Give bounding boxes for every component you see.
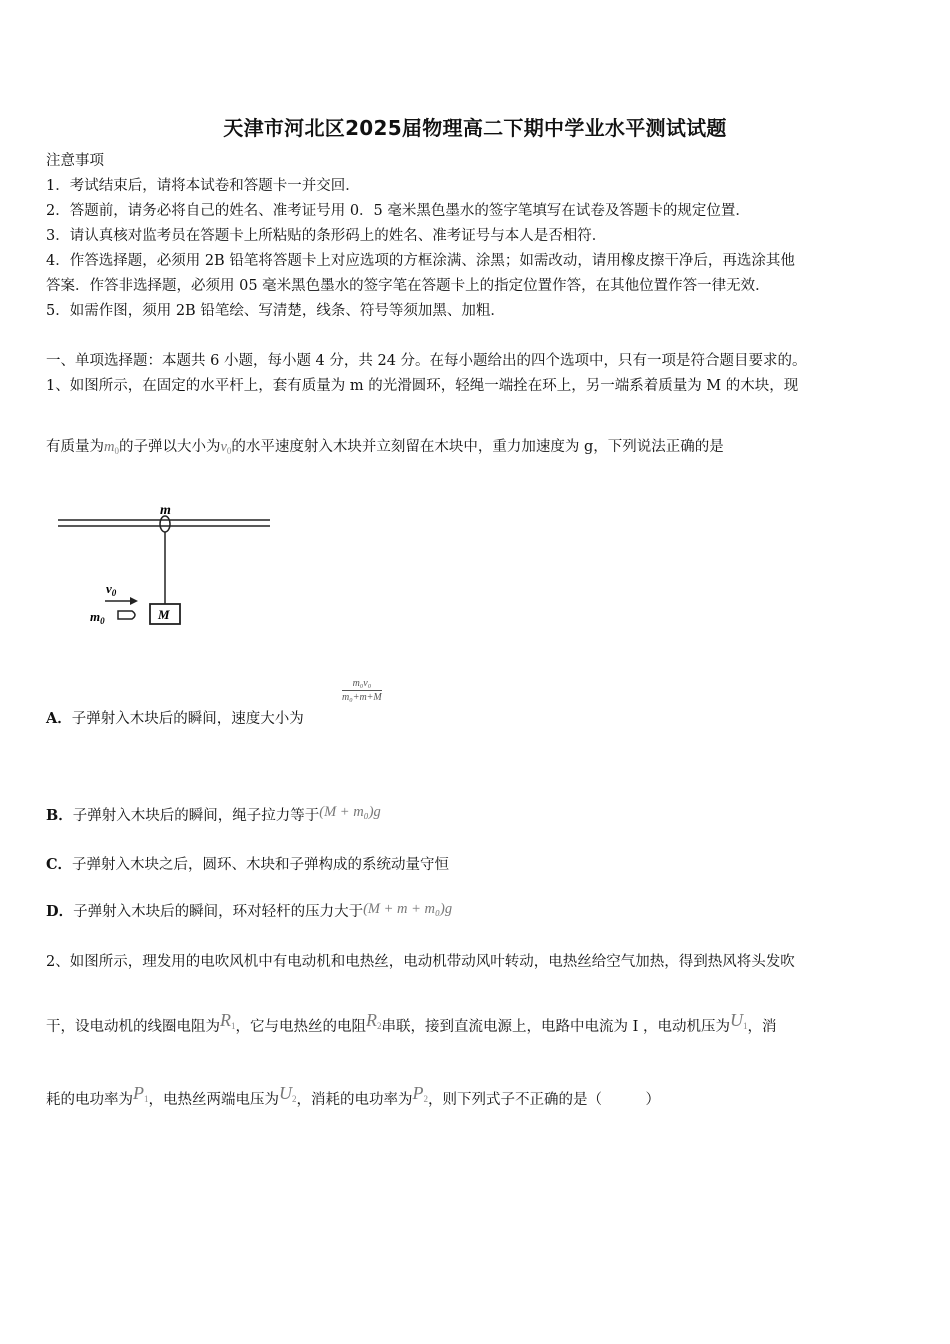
symbol-v0: $v_0$ [220,439,232,456]
bullet-icon [118,611,135,619]
option-c-text: 子弹射入木块之后，圆环、木块和子弹构成的系统动量守恒 [72,857,450,873]
notice-item-2: 2．答题前，请务必将自己的姓名、准考证号用 0．5 毫米黑色墨水的签字笔填写在试卷及答题卡的规定位置． [46,203,750,219]
option-a-fraction [342,678,382,703]
fraction-numerator: m₀v₀ [342,678,382,691]
velocity-label: $v_0$ [106,581,117,598]
fraction-denominator: m₀+m+M [342,692,382,703]
symbol-u2: U2 [279,1083,297,1104]
notice-item-4: 4．作答选择题，必须用 2B 铅笔将答题卡上对应选项的方框涂满、涂黑；如需改动，请用橡皮擦干净后，再选涂其他 [46,253,795,269]
option-b-formula: (M + m₀)g [319,804,381,820]
q1-stem-line2 [46,437,724,461]
bullet-label: $m_0$ [90,609,105,626]
section-heading: 一、单项选择题：本题共 6 小题，每小题 4 分，共 24 分。在每小题给出的四个选项中，只有一项是符合题目要求的。 [46,353,807,369]
q1-stem-text-a: 有质量为 [46,439,104,455]
q1-stem-text-b: 的子弹以大小为 [118,439,221,455]
notice-item-5: 5．如需作图，须用 2B 铅笔绘、写清楚，线条、符号等须加黑、加粗． [46,303,505,319]
q1-figure [50,495,280,635]
symbol-r1: R1 [220,1010,236,1031]
option-d-text: 子弹射入木块后的瞬间，环对轻杆的压力大于 [73,904,364,920]
page-title: 天津市河北区2025届物理高二下期中学业水平测试试题 [223,116,727,140]
option-d[interactable] [46,902,452,922]
option-b-label: B． [46,807,73,824]
arrow-head-icon [130,597,138,605]
symbol-m0: $m_0$ [104,439,119,456]
option-d-label: D． [46,903,74,920]
symbol-p1: P1 [133,1083,149,1104]
ring-label: m [160,503,171,518]
symbol-p2: P2 [412,1083,428,1104]
block-label: M [158,607,170,622]
option-a-label: A． [46,710,72,727]
notice-item-4-cont: 答案．作答非选择题，必须用 05 毫米黑色墨水的签字笔在答题卡上的指定位置作答，在其他位置作答一律无效． [46,278,770,294]
symbol-u1: U1 [729,1010,748,1031]
q1-stem-line1: 1、如图所示，在固定的水平杆上，套有质量为 m 的光滑圆环，轻绳一端拴在环上，另一端系着质量为 M 的木块，现 [46,378,799,394]
q2-stem-line2: 干，设电动机的线圈电阻为R1，它与电热丝的电阻R2串联，接到直流电源上，电路中电流为 I ，电动机压为U1，消 [46,1010,777,1035]
q2-stem-line1: 2、如图所示，理发用的电吹风机中有电动机和电热丝，电动机带动风叶转动，电热丝给空气加热，得到热风将头发吹 [46,954,795,970]
notice-item-3: 3．请认真核对监考员在答题卡上所粘贴的条形码上的姓名、准考证号与本人是否相符． [46,228,607,244]
notice-item-1: 1．考试结束后，请将本试卷和答题卡一并交回． [46,178,360,194]
option-c-label: C． [46,856,73,873]
option-a[interactable] [46,709,304,729]
q2-stem-line3: 耗的电功率为P1，电热丝两端电压为U2，消耗的电功率为P2，则下列式子不正确的是（ ） [46,1083,660,1108]
option-a-text: 子弹射入木块后的瞬间，速度大小为 [71,711,304,727]
ring [160,516,170,532]
symbol-r2: R2 [366,1010,382,1031]
q1-stem-text-c: 的水平速度射入木块并立刻留在木块中，重力加速度为 g，下列说法正确的是 [231,439,724,455]
option-d-formula: (M + m + m₀)g [363,901,453,917]
option-c[interactable] [46,855,449,875]
option-b[interactable] [46,806,381,826]
option-b-text: 子弹射入木块后的瞬间，绳子拉力等于 [72,808,320,824]
notice-heading: 注意事项 [46,153,104,169]
